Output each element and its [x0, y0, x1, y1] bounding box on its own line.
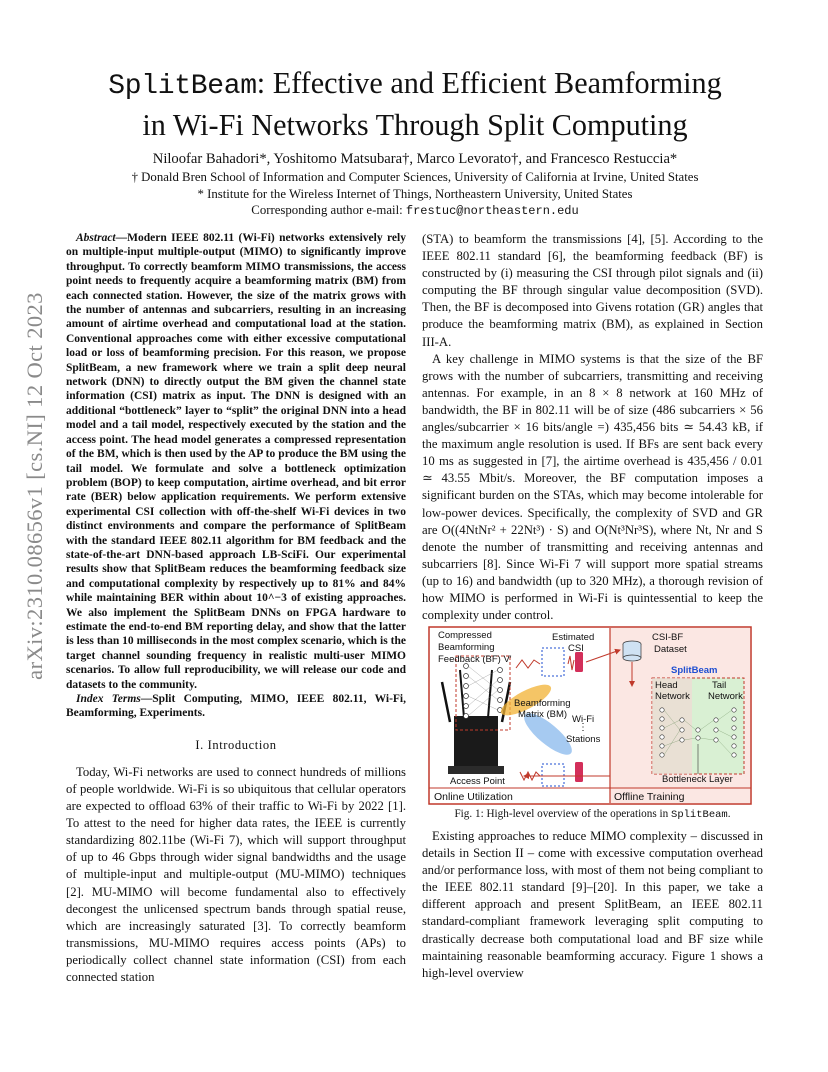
left-column: [66, 231, 406, 986]
label-stations-1: Wi-Fi: [572, 714, 595, 725]
stations-ellipsis: ⋮: [578, 722, 588, 733]
caption-system-name: SplitBeam: [671, 809, 728, 821]
caption-prefix: Fig. 1: High-level overview of the operations in: [454, 808, 672, 820]
index-terms-label: Index Terms: [76, 693, 141, 705]
label-tail-2: Network: [708, 691, 743, 702]
title-block: [60, 64, 770, 220]
label-tail-1: Tail: [712, 680, 727, 691]
label-offline-training: Offline Training: [614, 791, 685, 803]
affiliation-northeastern: * Institute for the Wireless Internet of Things, Northeastern University, United States: [197, 186, 633, 201]
author-list: Niloofar Bahadori*, Yoshitomo Matsubara†, Marco Levorato†, and Francesco Restuccia*: [152, 151, 678, 167]
corresponding-label: Corresponding author e-mail:: [251, 203, 406, 217]
label-compressed-bf-2: Beamforming: [438, 642, 495, 653]
index-terms-text: —Split Computing, MIMO, IEEE 802.11, Wi-Fi, Beamforming, Experiments.: [66, 693, 406, 720]
arxiv-identifier-stamp: [20, 292, 50, 680]
phone-icon-bottom: [575, 762, 583, 782]
right-column-bottom: [422, 828, 763, 982]
figure-1: [428, 626, 752, 806]
label-compressed-bf-1: Compressed: [438, 630, 492, 641]
caption-suffix: .: [727, 808, 731, 820]
figure-1-diagram: [428, 626, 752, 806]
label-estimated-csi-1: Estimated: [552, 632, 595, 643]
abstract-text: —Modern IEEE 802.11 (Wi-Fi) networks extensively rely on multiple-input multiple-output (MIMO) to significantly improve throughput. To correctly beamform MIMO transmissions, the access point needs to frequently acquire a beamforming matrix (BM) from each connected station. However, the size of the matrix grows with the number of antennas and subcarriers, resulting in an increasing amount of airtime overhead and computational load at the station. Conventional approaches come with either excessive computational load or loss of beamforming precision. For this reason, we propose SplitBeam, a new framework where we train a split deep neural network (DNN) to directly output the BM given the channel state information (CSI) matrix as input. The DNN is designed with an additional “bottleneck” layer to “split” the original DNN into a head model and a tail model, respectively executed by the station and the access point. The head model generates a compressed representation of the BM, which is then used by the AP to produce the BM using the tail model. We formulate and solve a bottleneck optimization problem (BOP) to keep computation, airtime overhead, and bit error rate (BER) below application requirements. We perform extensive experimental CSI collection with off-the-shelf Wi-Fi devices in two distinct environments and compare the performance of SplitBeam with the standard IEEE 802.11 algorithm for BM feedback and the state-of-the-art DNN-based approach LB-SciFi. Our experimental results show that SplitBeam reduces the beamforming feedback size and computational complexity by respectively up to 81% and 84% while maintaining BER within about 10^−3 of existing approaches. We also implement the SplitBeam DNNs on FPGA hardware to estimate the end-to-end BM reporting delay, and show that the latter is less than 10 milliseconds in the most complex scenario, which is the target channel sounding frequency in realistic multi-user MIMO scenarios. To allow full reproducibility, we will release our code and datasets to the community.: [66, 232, 406, 691]
corresponding-author: [60, 202, 770, 220]
corresponding-email: frestuc@northeastern.edu: [405, 204, 579, 218]
label-head-1: Head: [655, 680, 678, 691]
dataset-icon: [623, 655, 641, 661]
title-system-name: SplitBeam: [108, 71, 257, 102]
index-terms: [66, 692, 406, 721]
intro-paragraph-1: Today, Wi-Fi networks are used to connect hundreds of millions of people worldwide. Wi-Fi is so ubiquitous that cellular operators are expected to offload 63% of their traffic to Wi-Fi by 2022 [1]. To attest to the need for higher data rates, the IEEE is currently standardizing 802.11be (Wi-Fi 7), which will support throughput of up to 46 Gbps through wider signal bandwidths and the usage of multiple-input and multiple-output (MU-MIMO) techniques [2]. MU-MIMO will become fundamental also to effectively decongest the unlicensed spectrum bands through spatial reuse, which are increasingly saturated [3]. To correctly beamform transmissions, MU-MIMO requires access points (APs) to periodically collect channel state information (CSI) from each connected station: [66, 764, 406, 985]
label-head-2: Network: [655, 691, 690, 702]
figure-1-caption: [422, 808, 763, 821]
label-bm-1: Beamforming: [514, 698, 571, 709]
abstract-label: Abstract: [76, 232, 116, 244]
section-heading-introduction: I. Introduction: [195, 737, 277, 752]
abstract: [66, 231, 406, 692]
title-line-1: : Effective and Efficient Beamforming: [256, 66, 722, 100]
right-column: [422, 231, 763, 624]
phone-icon-top: [575, 652, 583, 672]
right-paragraph-3: Existing approaches to reduce MIMO complexity – discussed in details in Section II – come with excessive computation overhead and/or performance loss, with most of them not being compliant to the IEEE 802.11 standard [9]–[20]. In this paper, we take a different approach and present SplitBeam, an IEEE 802.11 standard-compliant framework leveraging split computing to drastically decrease both computational load and BF size while maintaining reasonable beamforming accuracy. Figure 1 shows a high-level overview: [422, 829, 763, 980]
access-point-icon: [454, 716, 498, 772]
label-stations-2: Stations: [566, 734, 601, 745]
label-dataset-2: Dataset: [654, 644, 687, 655]
label-access-point: Access Point: [450, 776, 505, 787]
router-base: [448, 766, 504, 774]
label-bottleneck: Bottleneck Layer: [662, 774, 733, 785]
right-paragraph-1: (STA) to beamform the transmissions [4], [5]. According to the IEEE 802.11 standard [6], the beamforming feedback (BF) is constructed by (i) measuring the CSI through pilot signals and (ii) computing the BF through singular value decomposition (SVD). Then, the BF is decomposed into Givens rotation (GR) angles that produce the beamforming matrix (BM), as explained in Section III-A.: [422, 232, 763, 349]
arxiv-id-text: arXiv:2310.08656v1 [cs.NI] 12 Oct 2023: [22, 292, 47, 680]
right-paragraph-2: A key challenge in MIMO systems is that the size of the BF grows with the number of subcarriers, transmitting and receiving antennas. For example, in an 8 × 8 network at 160 MHz of bandwidth, the BF in 802.11 will be of size (486 subcarriers × 56 angles/subcarrier × 16 bits/angle =) 435,456 bits ≃ 54.43 kB, if the maximum angle resolution is used. If BFs are sent back every 10 ms as suggested in [7], the airtime overhead is 435,456 / 0.01 ≃ 43.55 Mbit/s. Moreover, the BF computation imposes a significant burden on the STAs, which may become intolerable for low-power devices. Specifically, the complexity of SVD and GR are O((4NtNr² + 22Nt³) · S) and O(Nt³Nr³S), where Nt, Nr and S denote the number of transmitting and receiving antennas and subcarriers [8]. Since Wi-Fi 7 will support more spatial streams (up to 16) and bandwidth (up to 320 MHz), a thorough revision of how MIMO is performed in Wi-Fi is quintessential to keep the complexity under control.: [422, 351, 763, 623]
label-estimated-csi-2: CSI: [568, 643, 584, 654]
affiliation-irvine: † Donald Bren School of Information and Computer Sciences, University of California at Irvine, United States: [131, 170, 699, 184]
title-line-2: in Wi-Fi Networks Through Split Computing: [142, 108, 688, 142]
label-bm-2: Matrix (BM): [518, 709, 568, 720]
label-splitbeam: SplitBeam: [671, 665, 718, 676]
label-compressed-bf-3: Feedback (BF) V': [438, 654, 512, 665]
label-dataset-1: CSI-BF: [652, 632, 684, 643]
label-online-utilization: Online Utilization: [434, 791, 513, 803]
paper-title: [60, 64, 770, 144]
